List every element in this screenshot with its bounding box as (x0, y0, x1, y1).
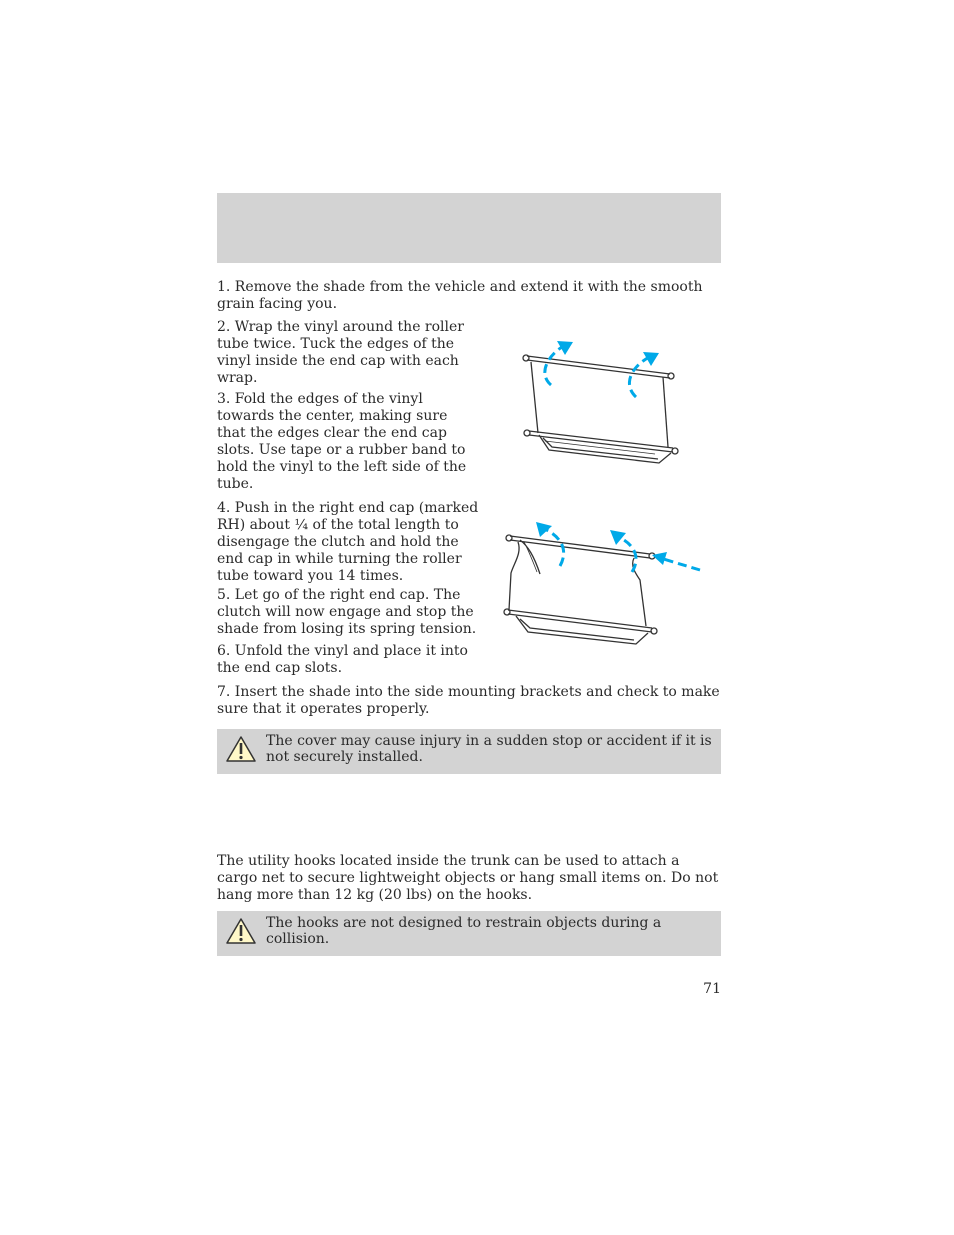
step-4-text: 4. Push in the right end cap (marked RH) about ¼ of the total length to disengage the clutch and hold the end cap in while turning the roller tube toward you 14 times. (217, 500, 479, 584)
warning-icon (225, 735, 257, 763)
step-6-text: 6. Unfold the vinyl and place it into the end cap slots. (217, 643, 468, 676)
warning-text-hooks: The hooks are not designed to restrain objects during a collision. (266, 915, 662, 947)
step-5-text: 5. Let go of the right end cap. The clutch will now engage and stop the shade from losing its spring tension. (217, 587, 477, 637)
step-2-text: 2. Wrap the vinyl around the roller tube twice. Tuck the edges of the vinyl inside the end cap with each wrap. (217, 319, 464, 386)
step-1-text: 1. Remove the shade from the vehicle and extend it with the smooth grain facing you. (217, 279, 703, 312)
warning-box-hooks (217, 911, 721, 956)
utility-hooks-paragraph: The utility hooks located inside the trunk can be used to attach a cargo net to secure lightweight objects or hang small items on. Do not hang more than 12 kg (20 lbs) on the hooks. (217, 853, 719, 903)
end-cap-push-illustration (500, 518, 705, 648)
warning-icon (225, 917, 257, 945)
warning-text-cover: The cover may cause injury in a sudden stop or accident if it is not securely installed. (266, 733, 712, 765)
section-header-band (217, 193, 721, 263)
step-3-text: 3. Fold the edges of the vinyl towards the center, making sure that the edges clear the end cap slots. Use tape or a rubber band to hold the vinyl to the left side of the tube. (217, 391, 467, 492)
warning-box-cover (217, 729, 721, 774)
roller-wrap-illustration (515, 335, 690, 470)
page-number: 71 (703, 981, 721, 997)
step-7-text: 7. Insert the shade into the side mounting brackets and check to make sure that it operates properly. (217, 684, 720, 717)
